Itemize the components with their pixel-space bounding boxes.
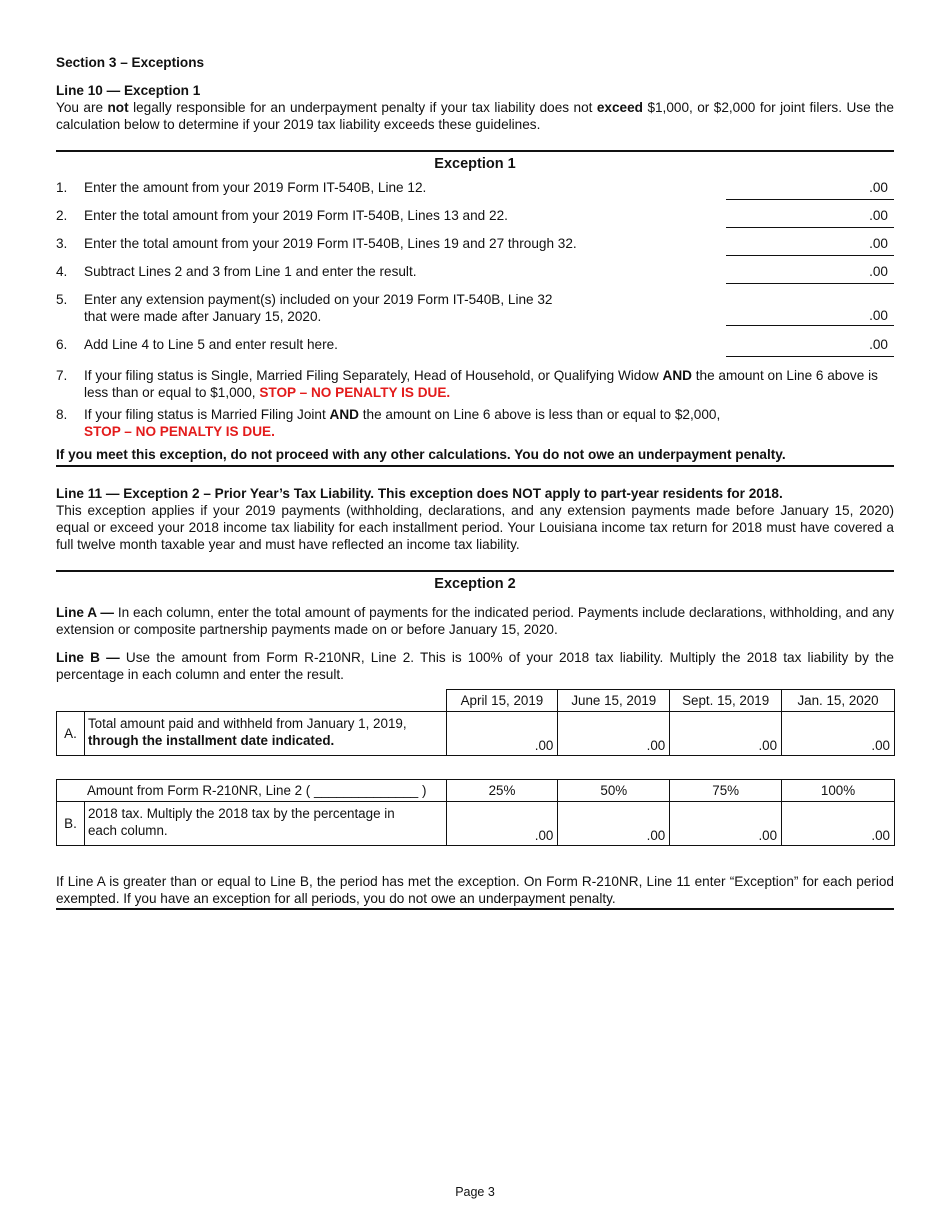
line4-answer-field[interactable]: .00 bbox=[726, 263, 894, 284]
line3-answer-field[interactable]: .00 bbox=[726, 235, 894, 256]
exception1-top-rule bbox=[56, 150, 894, 152]
lineB-25pct-field[interactable]: .00 bbox=[446, 802, 558, 846]
row-number: 1. bbox=[56, 180, 68, 195]
line11-paragraph: This exception applies if your 2019 payments (withholding, declarations, and any extension payments made before January 15, 2020) equal or exceed your 2018 income tax liability for each installment period. Your Louisiana income tax return for 2018 must have covered a full twelve month taxable year and must have reflected an income tax liability. bbox=[56, 503, 894, 552]
page-number: Page 3 bbox=[455, 1185, 495, 1199]
row-number: 2. bbox=[56, 208, 68, 223]
row-number: 5. bbox=[56, 292, 68, 307]
row-letter: A. bbox=[57, 712, 85, 756]
line1-answer-field[interactable]: .00 bbox=[726, 179, 894, 200]
row-number: 6. bbox=[56, 337, 68, 352]
lineB-instruction: Line B — Use the amount from Form R-210NR, Line 2. This is 100% of your 2018 tax liability. Multiply the 2018 tax liability by the percentage in each column and enter the result. bbox=[56, 650, 894, 682]
lineA-instruction: Line A — In each column, enter the total amount of payments for the indicated period. Payments include declarations, withholding, and any extension or composite partnership payments made on or before January 15, 2020. bbox=[56, 605, 894, 637]
column-header: Sept. 15, 2019 bbox=[670, 690, 782, 712]
lineB-100pct-field[interactable]: .00 bbox=[782, 802, 895, 846]
row-text: Subtract Lines 2 and 3 from Line 1 and enter the result. bbox=[84, 264, 417, 279]
exception2-title: Exception 2 bbox=[434, 576, 516, 592]
line7-instruction: 7. If your filing status is Single, Married Filing Separately, Head of Household, or Qualifying Widow AND the amount on Line 6 above is less than or equal to $1,000, STOP – NO PENALTY IS DUE. bbox=[56, 368, 878, 400]
amount-from-line2-label: Amount from Form R-210NR, Line 2 ( ______________ ) bbox=[57, 780, 447, 802]
row-number: 4. bbox=[56, 264, 68, 279]
exception2-top-rule bbox=[56, 570, 894, 572]
exception2-bottom-rule bbox=[56, 908, 894, 910]
row-letter: B. bbox=[57, 802, 85, 846]
table-b bbox=[56, 779, 895, 846]
table-a-header-spacer bbox=[57, 690, 447, 712]
column-header: 75% bbox=[670, 780, 782, 802]
column-header: 100% bbox=[782, 780, 895, 802]
lineA-april-field[interactable]: .00 bbox=[446, 712, 558, 756]
row-text: Enter the amount from your 2019 Form IT-540B, Line 12. bbox=[84, 180, 427, 195]
row-text: Add Line 4 to Line 5 and enter result here. bbox=[84, 337, 338, 352]
section-title: Section 3 – Exceptions bbox=[56, 55, 205, 70]
lineA-june-field[interactable]: .00 bbox=[558, 712, 670, 756]
stop-warning: STOP – NO PENALTY IS DUE. bbox=[259, 385, 451, 400]
row-number: 3. bbox=[56, 236, 68, 251]
exception2-footer: If Line A is greater than or equal to Line B, the period has met the exception. On Form R-210NR, Line 11 enter “Exception” for each period exempted. If you have an exception for all periods, you do not owe an underpayment penalty. bbox=[56, 874, 894, 906]
line10-paragraph: You are not legally responsible for an underpayment penalty if your tax liability does not exceed $1,000, or $2,000 for joint filers. Use the calculation below to determine if your 2019 tax liability exceeds these guidelines. bbox=[56, 100, 894, 132]
row-text: Enter the total amount from your 2019 Form IT-540B, Lines 13 and 22. bbox=[84, 208, 508, 223]
column-header: 50% bbox=[558, 780, 670, 802]
row-description: Total amount paid and withheld from January 1, 2019, through the installment date indicated. bbox=[84, 712, 446, 756]
row-text: Enter any extension payment(s) included on your 2019 Form IT-540B, Line 32 bbox=[84, 292, 553, 307]
line5-answer-field[interactable]: .00 bbox=[726, 291, 894, 326]
exception1-footer: If you meet this exception, do not proceed with any other calculations. You do not owe an underpayment penalty. bbox=[56, 447, 786, 462]
row-text: Enter the total amount from your 2019 Form IT-540B, Lines 19 and 27 through 32. bbox=[84, 236, 577, 251]
lineB-75pct-field[interactable]: .00 bbox=[670, 802, 782, 846]
column-header: 25% bbox=[446, 780, 558, 802]
stop-warning: STOP – NO PENALTY IS DUE. bbox=[84, 424, 275, 439]
table-a bbox=[56, 689, 895, 756]
lineB-50pct-field[interactable]: .00 bbox=[558, 802, 670, 846]
line2-answer-field[interactable]: .00 bbox=[726, 207, 894, 228]
exception1-bottom-rule bbox=[56, 465, 894, 467]
line8-instruction: 8. If your filing status is Married Filing Joint AND the amount on Line 6 above is less than or equal to $2,000, STOP – NO PENALTY IS DUE. bbox=[56, 407, 721, 439]
exception1-title: Exception 1 bbox=[434, 156, 516, 172]
row-text-continued: that were made after January 15, 2020. bbox=[84, 309, 322, 324]
line11-heading: Line 11 — Exception 2 – Prior Year’s Tax Liability. This exception does NOT apply to part-year residents for 2018. bbox=[56, 486, 783, 501]
column-header: Jan. 15, 2020 bbox=[782, 690, 895, 712]
row-description: 2018 tax. Multiply the 2018 tax by the percentage in each column. bbox=[84, 802, 446, 846]
lineA-sept-field[interactable]: .00 bbox=[670, 712, 782, 756]
line6-answer-field[interactable]: .00 bbox=[726, 336, 894, 357]
lineA-jan-field[interactable]: .00 bbox=[782, 712, 895, 756]
column-header: April 15, 2019 bbox=[446, 690, 558, 712]
column-header: June 15, 2019 bbox=[558, 690, 670, 712]
line10-heading: Line 10 — Exception 1 bbox=[56, 83, 201, 98]
